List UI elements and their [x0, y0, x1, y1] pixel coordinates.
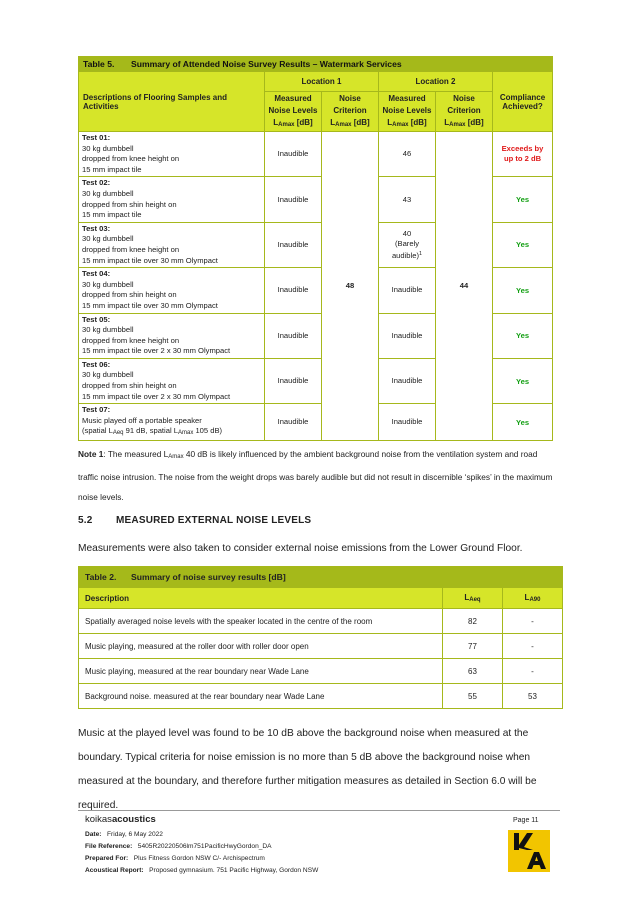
page-number: Page 11 [513, 817, 539, 824]
intro-paragraph: Measurements were also taken to consider external noise emissions from the Lower Ground Floor. [78, 543, 523, 554]
criterion-location-1: 48 [322, 132, 379, 441]
table-row: Test 07: Music played off a portable speaker (spatial $L_{Aeq}$ 91 dB, spatial $L_{Amax}$ 105 dB) Inaudible Inaudible Yes [79, 404, 553, 441]
col-laeq: $L_{Aeq}$ [443, 588, 503, 609]
col-la90: $L_{A90}$ [503, 588, 563, 609]
col-location-1: Location 1 [265, 72, 379, 92]
table-5-caption [79, 57, 553, 72]
table-5 [78, 56, 553, 441]
status-badge: Yes [493, 177, 553, 222]
status-badge: Yes [493, 313, 553, 358]
conclusion-paragraph: Music at the played level was found to be 10 dB above the background noise when measured at the boundary. Typical criteria for noise emission is no more than 5 dB above the background noise when measured at the boundary, and therefore further mitigation measures as detailed in Section 6.0 will be required. [78, 728, 537, 811]
col-criterion-l1: Noise Criterion $L_{Amax}$ [dB] [322, 92, 379, 132]
table-5-number: Table 5. [83, 59, 115, 69]
col-measured-l2: Measured Noise Levels $L_{Amax}$ [dB] [379, 92, 436, 132]
table-row: Music playing, measured at the rear boundary near Wade Lane 63 - [79, 659, 563, 684]
table-row: Test 02: 30 kg dumbbell dropped from shin height on 15 mm impact tile Inaudible 43 Yes [79, 177, 553, 222]
section-heading [78, 515, 311, 526]
table-note: Note 1: The measured $L_{Amax}$ 40 dB is likely influenced by the ambient background noise from the ventilation system and road traffic noise intrusion. The noise from the weight drops was barely audible but did not result in discernible ‘spikes’ in the maximum noise levels. [78, 449, 553, 502]
table-row: Test 04: 30 kg dumbbell dropped from shin height on 15 mm impact tile over 30 mm Olympact Inaudible Inaudible Yes [79, 268, 553, 313]
col-descriptions: Descriptions of Flooring Samples and Activities [79, 72, 265, 132]
status-badge: Yes [493, 268, 553, 313]
status-badge: Yes [493, 404, 553, 441]
section-number: 5.2 [78, 515, 93, 526]
table-row: Background noise. measured at the rear boundary near Wade Lane 55 53 [79, 684, 563, 709]
table-2-title: Summary of noise survey results [dB] [131, 572, 286, 582]
status-badge: Yes [493, 358, 553, 403]
table-row: Test 03: 30 kg dumbbell dropped from knee height on 15 mm impact tile over 30 mm Olympact Inaudible 40 (Barely audible)$^1$ Yes [79, 222, 553, 267]
table-2 [78, 566, 563, 709]
table-5-title: Summary of Attended Noise Survey Results – Watermark Services [131, 59, 402, 69]
footer-date: Date: Friday, 6 May 2022 [85, 831, 163, 838]
table-row: Test 01: 30 kg dumbbell dropped from knee height on 15 mm impact tile Inaudible 48 46 44 Exceeds by up to 2 dB [79, 132, 553, 177]
col-criterion-l2: Noise Criterion $L_{Amax}$ [dB] [436, 92, 493, 132]
footer-divider [78, 810, 560, 811]
col-description: Description [79, 588, 443, 609]
col-location-2: Location 2 [379, 72, 493, 92]
koikas-logo-icon [508, 830, 550, 872]
table-row: Test 05: 30 kg dumbbell dropped from knee height on 15 mm impact tile over 2 x 30 mm Olympact Inaudible Inaudible Yes [79, 313, 553, 358]
footer-acoustical-report: Acoustical Report: Proposed gymnasium. 751 Pacific Highway, Gordon NSW [85, 867, 319, 874]
footer-file-reference: File Reference: 5405R20220506lm751PacificHwyGordon_DA [85, 843, 272, 850]
criterion-location-2: 44 [436, 132, 493, 441]
status-badge: Exceeds by up to 2 dB [493, 132, 553, 177]
col-measured-l1: Measured Noise Levels $L_{Amax}$ [dB] [265, 92, 322, 132]
status-badge: Yes [493, 222, 553, 267]
table-2-caption [79, 567, 563, 588]
table-row: Spatially averaged noise levels with the speaker located in the centre of the room 82 - [79, 609, 563, 634]
table-2-number: Table 2. [85, 572, 117, 582]
col-compliance: Compliance Achieved? [493, 72, 553, 132]
footer-prepared-for: Prepared For: Plus Fitness Gordon NSW C/- Archispectrum [85, 855, 265, 862]
brand-wordmark: koikasacoustics [85, 814, 156, 825]
table-row: Test 06: 30 kg dumbbell dropped from shin height on 15 mm impact tile over 2 x 30 mm Olympact Inaudible Inaudible Yes [79, 358, 553, 403]
section-title: MEASURED EXTERNAL NOISE LEVELS [116, 515, 312, 526]
table-row: Music playing, measured at the roller door with roller door open 77 - [79, 634, 563, 659]
